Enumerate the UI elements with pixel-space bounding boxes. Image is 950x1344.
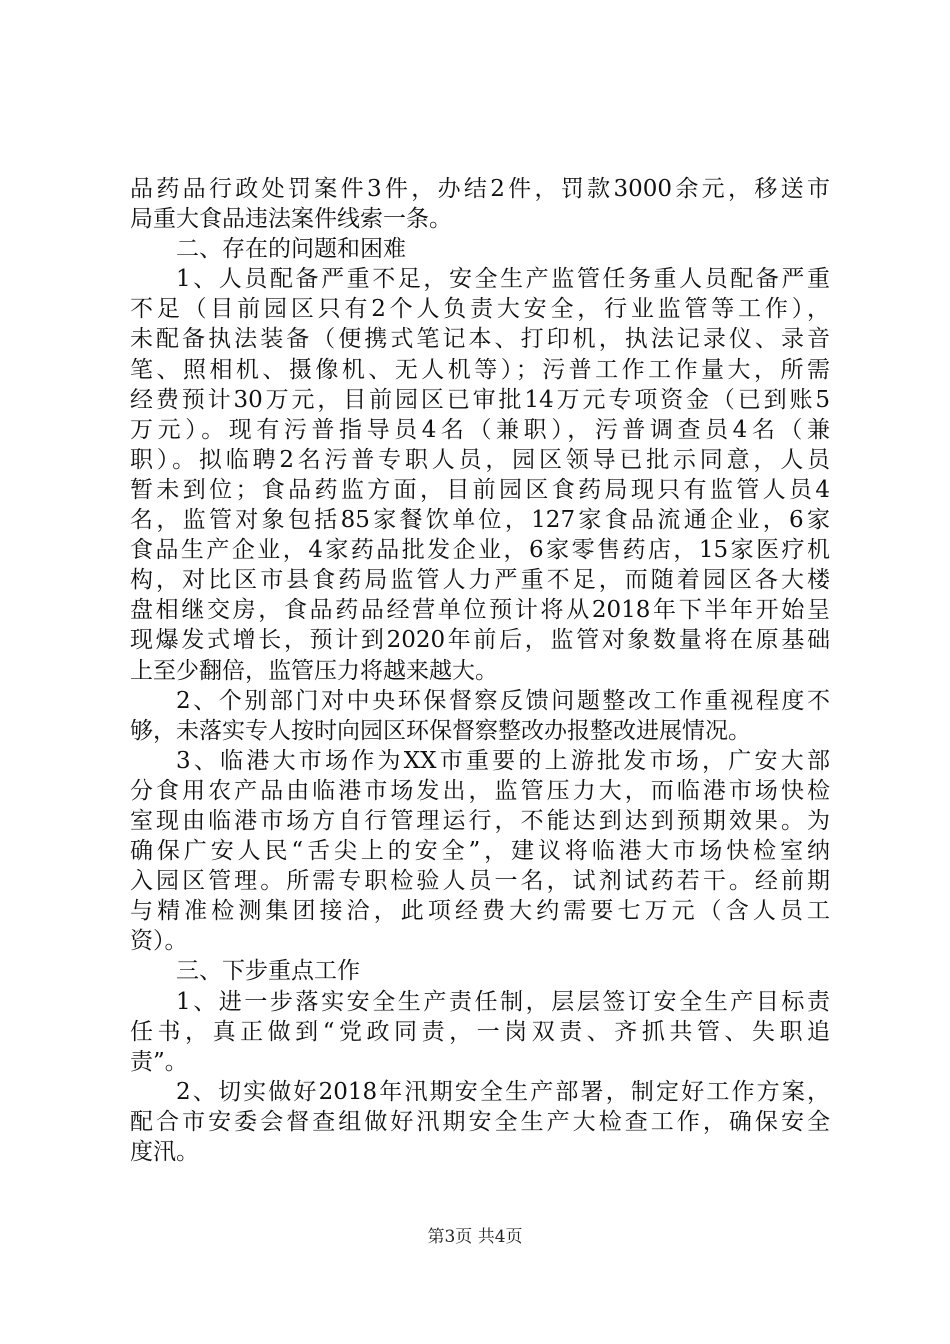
text-line: 度汛。 xyxy=(130,1139,199,1165)
text-line: 品药品行政处罚案件3件，办结2件，罚款3000余元，移送市 xyxy=(130,176,830,202)
text-line: 1、人员配备严重不足，安全生产监管任务重人员配备严重 xyxy=(176,266,830,293)
text-line: 局重大食品违法案件线索一条。 xyxy=(130,206,452,233)
text-line: 3、临港大市场作为XX市重要的上游批发市场，广安大部 xyxy=(176,747,830,774)
text-line: 经费预计30万元，目前园区已审批14万元专项资金（已到账5 xyxy=(130,386,830,413)
text-line: 责”。 xyxy=(130,1048,188,1075)
text-line: 1、进一步落实安全生产责任制，层层签订安全生产目标责 xyxy=(176,988,830,1015)
text-line: 2、个别部门对中央环保督察反馈问题整改工作重视程度不 xyxy=(176,687,830,714)
text-line: 配合市安委会督查组做好汛期安全生产大检查工作，确保安全 xyxy=(130,1108,830,1135)
text-line: 二、存在的问题和困难 xyxy=(176,236,406,263)
text-line: 资）。 xyxy=(130,928,188,955)
text-line: 任书，真正做到“党政同责，一岗双责、齐抓共管、失职追 xyxy=(130,1018,830,1045)
text-line: 盘相继交房，食品药品经营单位预计将从2018年下半年开始呈 xyxy=(130,597,830,624)
text-line: 2、切实做好2018年汛期安全生产部署，制定好工作方案， xyxy=(176,1078,830,1105)
text-line: 确保广安人民“舌尖上的安全”，建议将临港大市场快检室纳 xyxy=(130,838,830,865)
text-line: 与精准检测集团接洽，此项经费大约需要七万元（含人员工 xyxy=(130,898,830,925)
text-line: 名，监管对象包括85家餐饮单位，127家食品流通企业，6家 xyxy=(130,507,830,534)
text-line: 万元）。现有污普指导员4名（兼职），污普调查员4名（兼 xyxy=(130,416,830,443)
text-line: 现爆发式增长，预计到2020年前后，监管对象数量将在原基础 xyxy=(130,627,830,654)
text-line: 上至少翻倍，监管压力将越来越大。 xyxy=(130,657,498,684)
text-line: 构，对比区市县食药局监管人力严重不足，而随着园区各大楼 xyxy=(130,567,830,594)
text-line: 暂未到位；食品药监方面，目前园区食药局现只有监管人员4 xyxy=(130,476,830,503)
text-line: 入园区管理。所需专职检验人员一名，试剂试药若干。经前期 xyxy=(130,868,830,895)
page-number-footer: 第3页 共4页 xyxy=(427,1227,523,1247)
text-line: 未配备执法装备（便携式笔记本、打印机，执法记录仪、录音 xyxy=(130,326,830,353)
text-line: 三、下步重点工作 xyxy=(176,958,360,985)
text-line: 够，未落实专人按时向园区环保督察整改办报整改进展情况。 xyxy=(130,717,751,744)
text-line: 不足（目前园区只有2个人负责大安全，行业监管等工作）， xyxy=(130,296,830,323)
text-line: 食品生产企业，4家药品批发企业，6家零售药店，15家医疗机 xyxy=(130,537,830,564)
text-line: 职）。拟临聘2名污普专职人员，园区领导已批示同意，人员 xyxy=(130,446,830,473)
text-line: 分食用农产品由临港市场发出，监管压力大，而临港市场快检 xyxy=(130,777,830,804)
text-line: 室现由临港市场方自行管理运行，不能达到达到预期效果。为 xyxy=(130,807,830,834)
document-body xyxy=(130,174,830,1167)
text-line: 笔、照相机、摄像机、无人机等）；污普工作工作量大，所需 xyxy=(130,356,830,383)
